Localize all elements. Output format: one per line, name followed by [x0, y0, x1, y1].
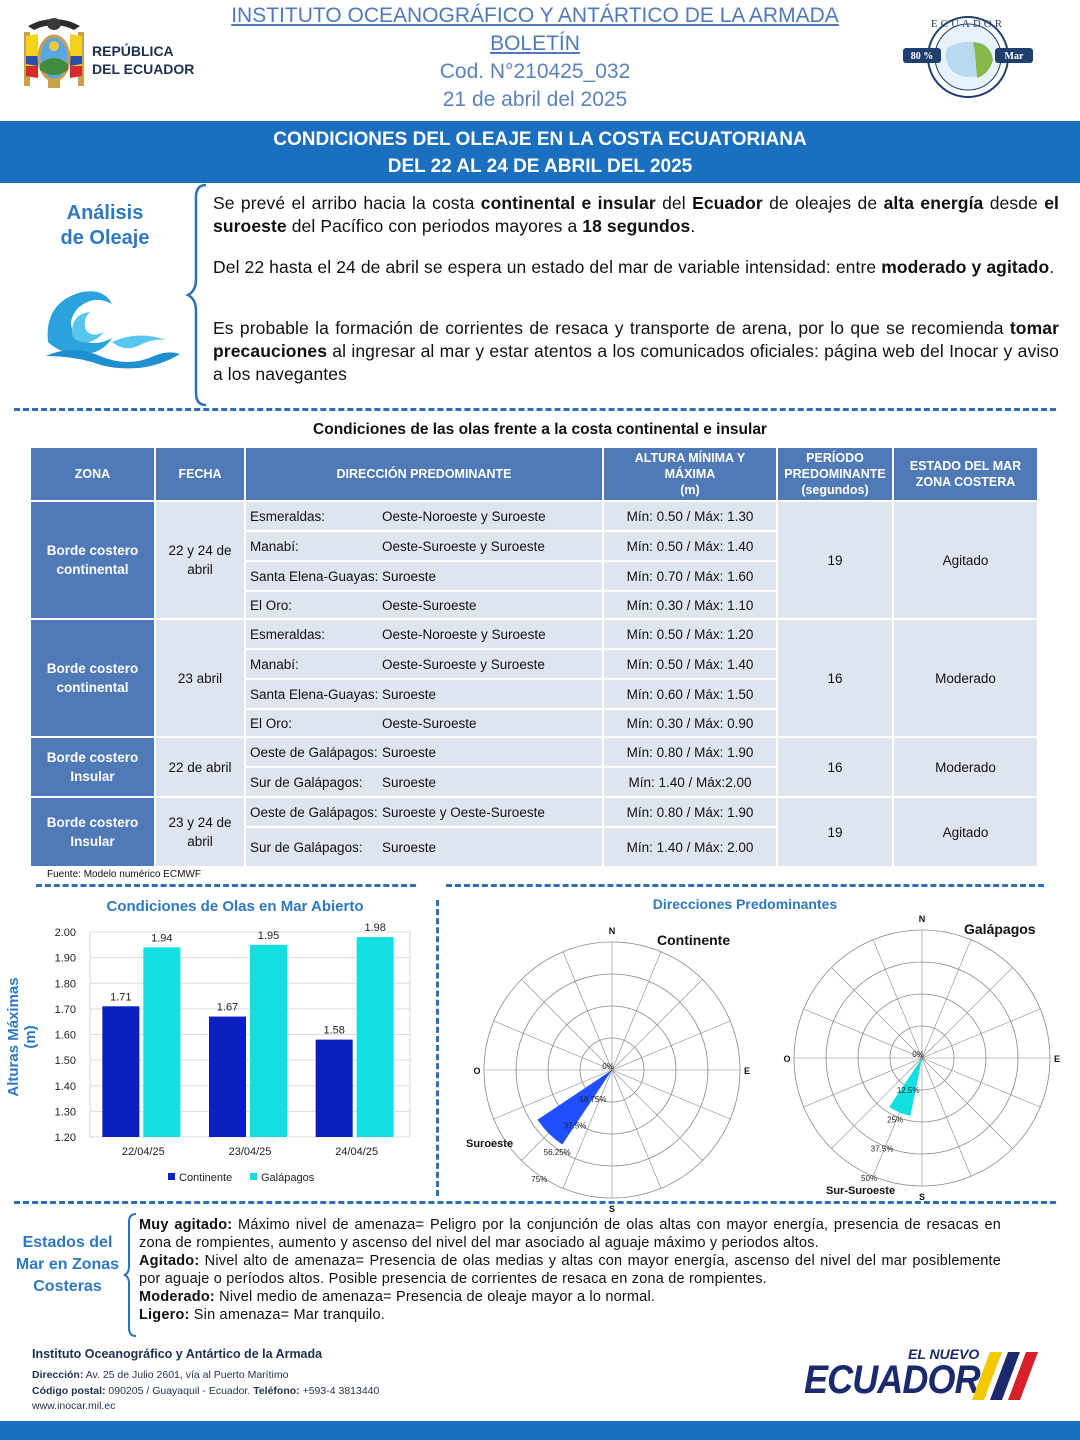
zone-line: continental — [56, 562, 129, 577]
header-periodo — [778, 448, 892, 500]
title-line1: CONDICIONES DEL OLEAJE EN LA COSTA ECUATORIANA — [273, 129, 807, 150]
analysis-brace — [186, 183, 210, 408]
zone-line: continental — [56, 680, 129, 695]
header-periodo-line3: (segundos) — [801, 483, 869, 497]
date-line: abril — [187, 562, 213, 577]
state-description: Sin amenaza= Mar tranquilo. — [189, 1307, 385, 1323]
cardinal-label: O — [473, 1066, 481, 1076]
title-band — [0, 121, 1080, 183]
y-tick-label: 2.00 — [54, 927, 76, 939]
direction-cell — [246, 592, 602, 618]
states-list — [139, 1216, 1001, 1324]
period-cell: 16 — [778, 738, 892, 796]
table-row — [31, 502, 1037, 530]
direction-cell — [246, 502, 602, 530]
polar-spoke — [873, 940, 922, 1058]
polar-spoke — [612, 1070, 730, 1119]
footer-postal-text: 090205 / Guayaquil - Ecuador. — [105, 1384, 254, 1397]
polar-subtitle: Galápagos — [964, 921, 1036, 937]
y-tick-label: 1.50 — [54, 1055, 76, 1068]
direction-cell — [246, 828, 602, 866]
sea-state-cell: Moderado — [894, 738, 1037, 796]
height-cell: Mín: 0.30 / Máx: 1.10 — [604, 592, 776, 618]
el-nuevo-ecuador-logo — [800, 1346, 1050, 1406]
location-label: El Oro: — [250, 715, 293, 731]
analysis-paragraph-3 — [213, 317, 1059, 386]
analysis-title-line1: Análisis — [66, 202, 144, 224]
direction-value: Oeste-Suroeste y Suroeste — [382, 656, 545, 672]
state-item — [139, 1288, 1001, 1306]
period-cell: 19 — [778, 502, 892, 618]
ring-label: 75% — [531, 1174, 548, 1184]
direction-cell — [246, 650, 602, 678]
polar-spoke — [563, 952, 612, 1070]
bar-data-label: 1.58 — [323, 1024, 345, 1037]
ring-label: 56.25% — [543, 1148, 571, 1158]
bar — [209, 1017, 246, 1137]
date-line: 22 de abril — [168, 759, 232, 775]
cardinal-label: O — [783, 1054, 791, 1064]
footer-postal — [32, 1384, 379, 1400]
bold-text: continental e insular — [480, 193, 656, 213]
polar-spoke — [804, 1009, 922, 1058]
cardinal-label: S — [918, 1192, 926, 1202]
header-altura-line1: ALTURA MÍNIMA Y — [634, 451, 746, 465]
footer-phone-label: Teléfono: — [253, 1384, 300, 1397]
ring-label: 0% — [602, 1062, 614, 1071]
y-tick-label: 1.70 — [54, 1003, 76, 1016]
direction-label: Suroeste — [466, 1138, 514, 1150]
logo-mar-label: Mar — [1004, 51, 1024, 62]
table-source: Fuente: Modelo numérico ECMWF — [47, 869, 201, 880]
text-segment: del Pacífico con periodos mayores a — [286, 216, 583, 236]
bar — [102, 1006, 139, 1137]
height-cell: Mín: 0.60 / Máx: 1.50 — [604, 680, 776, 708]
polar-spoke — [521, 979, 612, 1070]
height-cell: Mín: 0.80 / Máx: 1.90 — [604, 798, 776, 826]
brand-big: ECUADOR — [804, 1358, 980, 1402]
direction-cell — [246, 680, 602, 708]
polar-spoke — [831, 967, 922, 1058]
table-row — [31, 798, 1037, 826]
text-segment: del — [655, 193, 693, 213]
direction-value: Oeste-Suroeste — [382, 597, 477, 613]
footer-postal-label: Código postal: — [32, 1384, 106, 1397]
republica-line2: DEL ECUADOR — [92, 61, 195, 77]
header-altura — [604, 448, 776, 500]
bold-text: 18 segundos — [582, 216, 691, 236]
ring-label: 37.5% — [563, 1121, 587, 1131]
direction-value: Suroeste — [382, 839, 437, 855]
divider-chart-left — [36, 884, 416, 887]
zone-cell — [31, 738, 154, 796]
analysis-title — [30, 201, 180, 251]
header-altura-line2: MÁXIMA — [664, 467, 716, 481]
height-cell: Mín: 1.40 / Máx:2.00 — [604, 768, 776, 796]
direction-value: Suroeste — [382, 774, 437, 790]
direction-cell — [246, 562, 602, 590]
logo-80-label: 80 % — [910, 51, 934, 62]
header-periodo-line2: PREDOMINANTE — [784, 467, 886, 481]
location-label: Esmeraldas: — [250, 508, 326, 524]
zone-line: Insular — [70, 834, 115, 849]
zone-line: Borde costero — [46, 543, 139, 558]
date-cell — [156, 738, 244, 796]
header-estado-line2: ZONA COSTERA — [915, 475, 1016, 489]
text-segment: . — [690, 216, 696, 236]
divider-bottom — [14, 1201, 1056, 1204]
cardinal-label: N — [608, 926, 616, 936]
sea-state-cell: Agitado — [894, 502, 1037, 618]
ring-label: 0% — [912, 1050, 924, 1059]
y-tick-label: 1.40 — [54, 1080, 76, 1093]
direction-cell — [246, 532, 602, 560]
state-label: Agitado: — [139, 1253, 200, 1269]
analysis-paragraph-1 — [213, 192, 1059, 238]
footer-contact — [32, 1368, 379, 1415]
period-cell: 16 — [778, 620, 892, 736]
y-tick-label: 1.60 — [54, 1029, 76, 1042]
header-periodo-line1: PERÍODO — [806, 451, 864, 465]
direction-cell — [246, 738, 602, 766]
ring-label: 12.5% — [896, 1086, 920, 1096]
date-line: 22 y 24 de — [168, 543, 232, 558]
org-name[interactable]: INSTITUTO OCEANOGRÁFICO Y ANTÁRTICO DE LA ARMADA — [231, 4, 839, 27]
analysis-paragraph-2 — [213, 256, 1059, 279]
states-title-line3: Costeras — [33, 1278, 102, 1295]
zone-cell — [31, 502, 154, 618]
table-row — [31, 620, 1037, 648]
bar-data-label: 1.71 — [110, 991, 132, 1004]
location-label: Santa Elena-Guayas: — [250, 686, 379, 702]
text-segment: Del 22 hasta el 24 de abril se espera un estado del mar de variable intensidad: entre — [213, 257, 882, 277]
footer-web[interactable]: www.inocar.mil.ec — [32, 1400, 116, 1412]
header-altura-line3: (m) — [680, 483, 700, 497]
state-label: Ligero: — [139, 1307, 190, 1323]
cardinal-label: S — [608, 1204, 616, 1214]
doc-type: BOLETÍN — [490, 32, 580, 55]
x-tick-label: 24/04/25 — [335, 1146, 379, 1158]
divider-vertical — [436, 900, 439, 1196]
location-label: Manabí: — [250, 538, 299, 554]
date-cell — [156, 798, 244, 866]
height-cell: Mín: 0.50 / Máx: 1.20 — [604, 620, 776, 648]
text-segment: al ingresar al mar y estar atentos a los comunicados oficiales: página web del Inocar y aviso a los navegantes — [213, 341, 1059, 384]
direction-value: Oeste-Noroeste y Suroeste — [382, 626, 546, 642]
state-label: Muy agitado: — [139, 1217, 233, 1233]
height-cell: Mín: 0.50 / Máx: 1.40 — [604, 532, 776, 560]
direction-value: Suroeste — [382, 568, 437, 584]
polar-spoke — [494, 1021, 612, 1070]
polar-spoke — [612, 1021, 730, 1070]
zone-line: Borde costero — [46, 750, 139, 765]
polar-spoke — [922, 1009, 1040, 1058]
states-brace — [122, 1212, 140, 1338]
header-zona: ZONA — [31, 448, 154, 500]
bar — [316, 1040, 353, 1137]
zone-line: Borde costero — [46, 815, 139, 830]
direction-label: Sur-Suroeste — [826, 1185, 896, 1197]
flag-stripes-icon — [968, 1348, 1046, 1404]
polar-spoke — [612, 952, 661, 1070]
bar-chart-ylabel: Alturas Máximas (m) — [5, 977, 39, 1097]
state-item — [139, 1306, 1001, 1324]
bold-text: moderado y agitado — [881, 257, 1050, 277]
direction-value: Suroeste y Oeste-Suroeste — [382, 804, 545, 820]
title-line2: DEL 22 AL 24 DE ABRIL DEL 2025 — [387, 156, 693, 177]
wave-conditions-table — [29, 446, 1039, 868]
location-label: Sur de Galápagos: — [250, 774, 363, 790]
height-cell: Mín: 0.70 / Máx: 1.60 — [604, 562, 776, 590]
polar-chart-galapagos — [770, 914, 1070, 1202]
header-direccion: DIRECCIÓN PREDOMINANTE — [246, 448, 602, 500]
location-label: Sur de Galápagos: — [250, 839, 363, 855]
bold-text: tomar precauciones — [213, 318, 1059, 361]
location-label: Esmeraldas: — [250, 626, 326, 642]
state-description: Máximo nivel de amenaza= Peligro por la conjunción de olas altas con mayor energía, presencia de resacas en zona de rompientes, aumento y ascenso del nivel del mar asociado al aguaje máximo y periodos altos. — [139, 1217, 1001, 1251]
footer-phone-text: +593-4 3813440 — [299, 1384, 380, 1397]
footer-address — [32, 1368, 379, 1384]
states-title-line2: Mar en Zonas — [15, 1256, 120, 1273]
date-cell — [156, 620, 244, 736]
height-cell: Mín: 0.30 / Máx: 0.90 — [604, 710, 776, 736]
polar-spoke — [612, 1070, 703, 1161]
polar-spoke — [612, 979, 703, 1070]
republica-line1: REPÚBLICA — [92, 43, 174, 59]
bar-chart-title: Condiciones de Olas en Mar Abierto — [106, 898, 364, 915]
header-fecha: FECHA — [156, 448, 244, 500]
height-cell: Mín: 0.80 / Máx: 1.90 — [604, 738, 776, 766]
bar — [143, 947, 180, 1137]
legend-label: Continente — [179, 1172, 233, 1184]
cardinal-label: N — [918, 914, 926, 924]
direction-cell — [246, 768, 602, 796]
header-estado — [894, 448, 1037, 500]
y-tick-label: 1.80 — [54, 978, 76, 991]
location-label: Oeste de Galápagos: — [250, 744, 378, 760]
directions-title: Direcciones Predominantes — [652, 896, 838, 912]
footer-address-text: Av. 25 de Julio 2601, vía al Puerto Marítimo — [83, 1369, 289, 1381]
zone-line: Insular — [70, 769, 115, 784]
direction-value: Oeste-Suroeste y Suroeste — [382, 538, 545, 554]
date-line: abril — [187, 834, 213, 849]
text-segment: Se prevé el arribo hacia la costa — [213, 193, 481, 213]
table-title: Condiciones de las olas frente a la costa continental e insular — [313, 421, 767, 438]
bar-data-label: 1.94 — [151, 932, 173, 945]
polar-spoke — [922, 1058, 1040, 1107]
state-label: Moderado: — [139, 1289, 215, 1305]
bar-chart — [40, 918, 430, 1193]
legend-label: Galápagos — [261, 1172, 315, 1184]
bar-data-label: 1.98 — [364, 922, 386, 935]
brand-small: EL NUEVO — [908, 1346, 980, 1362]
direction-value: Oeste-Suroeste — [382, 715, 477, 731]
location-label: Manabí: — [250, 656, 299, 672]
text-segment: desde — [983, 193, 1045, 213]
bold-text: alta energía — [883, 193, 984, 213]
header-estado-line1: ESTADO DEL MAR — [909, 459, 1022, 473]
sea-state-cell: Agitado — [894, 798, 1037, 866]
wave-icon — [42, 282, 184, 372]
period-cell: 19 — [778, 798, 892, 866]
footer-org: Instituto Oceanográfico y Antártico de la Armada — [32, 1347, 323, 1361]
polar-spoke — [612, 1070, 661, 1188]
ring-label: 25% — [887, 1115, 904, 1125]
states-title — [10, 1232, 125, 1298]
bar — [250, 945, 287, 1137]
polar-spoke — [922, 940, 971, 1058]
footer-band — [0, 1421, 1080, 1440]
header-block — [200, 2, 870, 114]
republica-label — [92, 42, 194, 78]
date-cell — [156, 502, 244, 618]
location-label: Santa Elena-Guayas: — [250, 568, 379, 584]
zone-line: Borde costero — [46, 661, 139, 676]
height-cell: Mín: 0.50 / Máx: 1.30 — [604, 502, 776, 530]
legend-swatch — [250, 1173, 257, 1180]
polar-spoke — [922, 1058, 971, 1176]
states-title-line1: Estados del — [22, 1234, 113, 1251]
sea-state-cell: Moderado — [894, 620, 1037, 736]
direction-value: Suroeste — [382, 744, 437, 760]
divider-chart-right — [446, 884, 1044, 887]
zone-cell — [31, 798, 154, 866]
legend-swatch — [168, 1173, 175, 1180]
polar-subtitle: Continente — [657, 932, 731, 948]
height-cell: Mín: 0.50 / Máx: 1.40 — [604, 650, 776, 678]
y-tick-label: 1.90 — [54, 952, 76, 965]
cardinal-label: E — [1053, 1054, 1061, 1064]
ring-label: 18.75% — [579, 1095, 607, 1105]
polar-chart-continente — [462, 914, 762, 1214]
state-description: Nivel alto de amenaza= Presencia de olas medias y altas con mayor energía, ascenso del nivel del mar posiblemente por aguaje o períodos altos. Posible presencia de corrientes de resaca en zona de rompientes. — [139, 1253, 1001, 1287]
ecuador-mar-logo — [903, 12, 1033, 102]
logo-ecuador-label: ECUADOR — [930, 18, 1006, 30]
date-line: 23 abril — [177, 670, 223, 686]
cardinal-label: E — [743, 1066, 751, 1076]
direction-cell — [246, 620, 602, 648]
text-segment: de oleajes de — [762, 193, 884, 213]
direction-cell — [246, 798, 602, 826]
state-item — [139, 1252, 1001, 1288]
state-description: Nivel medio de amenaza= Presencia de oleaje mayor a lo normal. — [214, 1289, 656, 1305]
location-label: El Oro: — [250, 597, 293, 613]
text-segment: . — [1049, 257, 1055, 277]
y-tick-label: 1.20 — [54, 1132, 76, 1144]
doc-code: Cod. N°210425_032 — [439, 60, 631, 83]
state-item — [139, 1216, 1001, 1252]
direction-value: Suroeste — [382, 686, 437, 702]
bar-data-label: 1.67 — [216, 1001, 239, 1014]
table-row — [31, 738, 1037, 766]
polar-spoke — [922, 1058, 1013, 1149]
ring-label: 50% — [861, 1173, 878, 1183]
analysis-title-line2: de Oleaje — [60, 227, 150, 249]
bold-text: Ecuador — [692, 193, 763, 213]
zone-cell — [31, 620, 154, 736]
doc-date: 21 de abril del 2025 — [442, 88, 628, 111]
footer-address-label: Dirección: — [32, 1369, 84, 1381]
y-tick-label: 1.30 — [54, 1106, 76, 1119]
coat-of-arms-logo — [18, 14, 90, 96]
location-label: Oeste de Galápagos: — [250, 804, 378, 820]
date-line: 23 y 24 de — [168, 815, 232, 830]
height-cell: Mín: 1.40 / Máx: 2.00 — [604, 828, 776, 866]
divider-top — [14, 408, 1056, 411]
bar-data-label: 1.95 — [257, 929, 280, 942]
polar-spoke — [922, 967, 1013, 1058]
bar — [357, 937, 394, 1137]
direction-value: Oeste-Noroeste y Suroeste — [382, 508, 546, 524]
bold-text: el suroeste — [213, 193, 1060, 236]
x-tick-label: 23/04/25 — [228, 1146, 272, 1158]
ring-label: 37.5% — [870, 1144, 894, 1154]
x-tick-label: 22/04/25 — [121, 1146, 165, 1158]
direction-cell — [246, 710, 602, 736]
text-segment: Es probable la formación de corrientes de resaca y transporte de arena, por lo que se recomienda — [213, 318, 1010, 338]
